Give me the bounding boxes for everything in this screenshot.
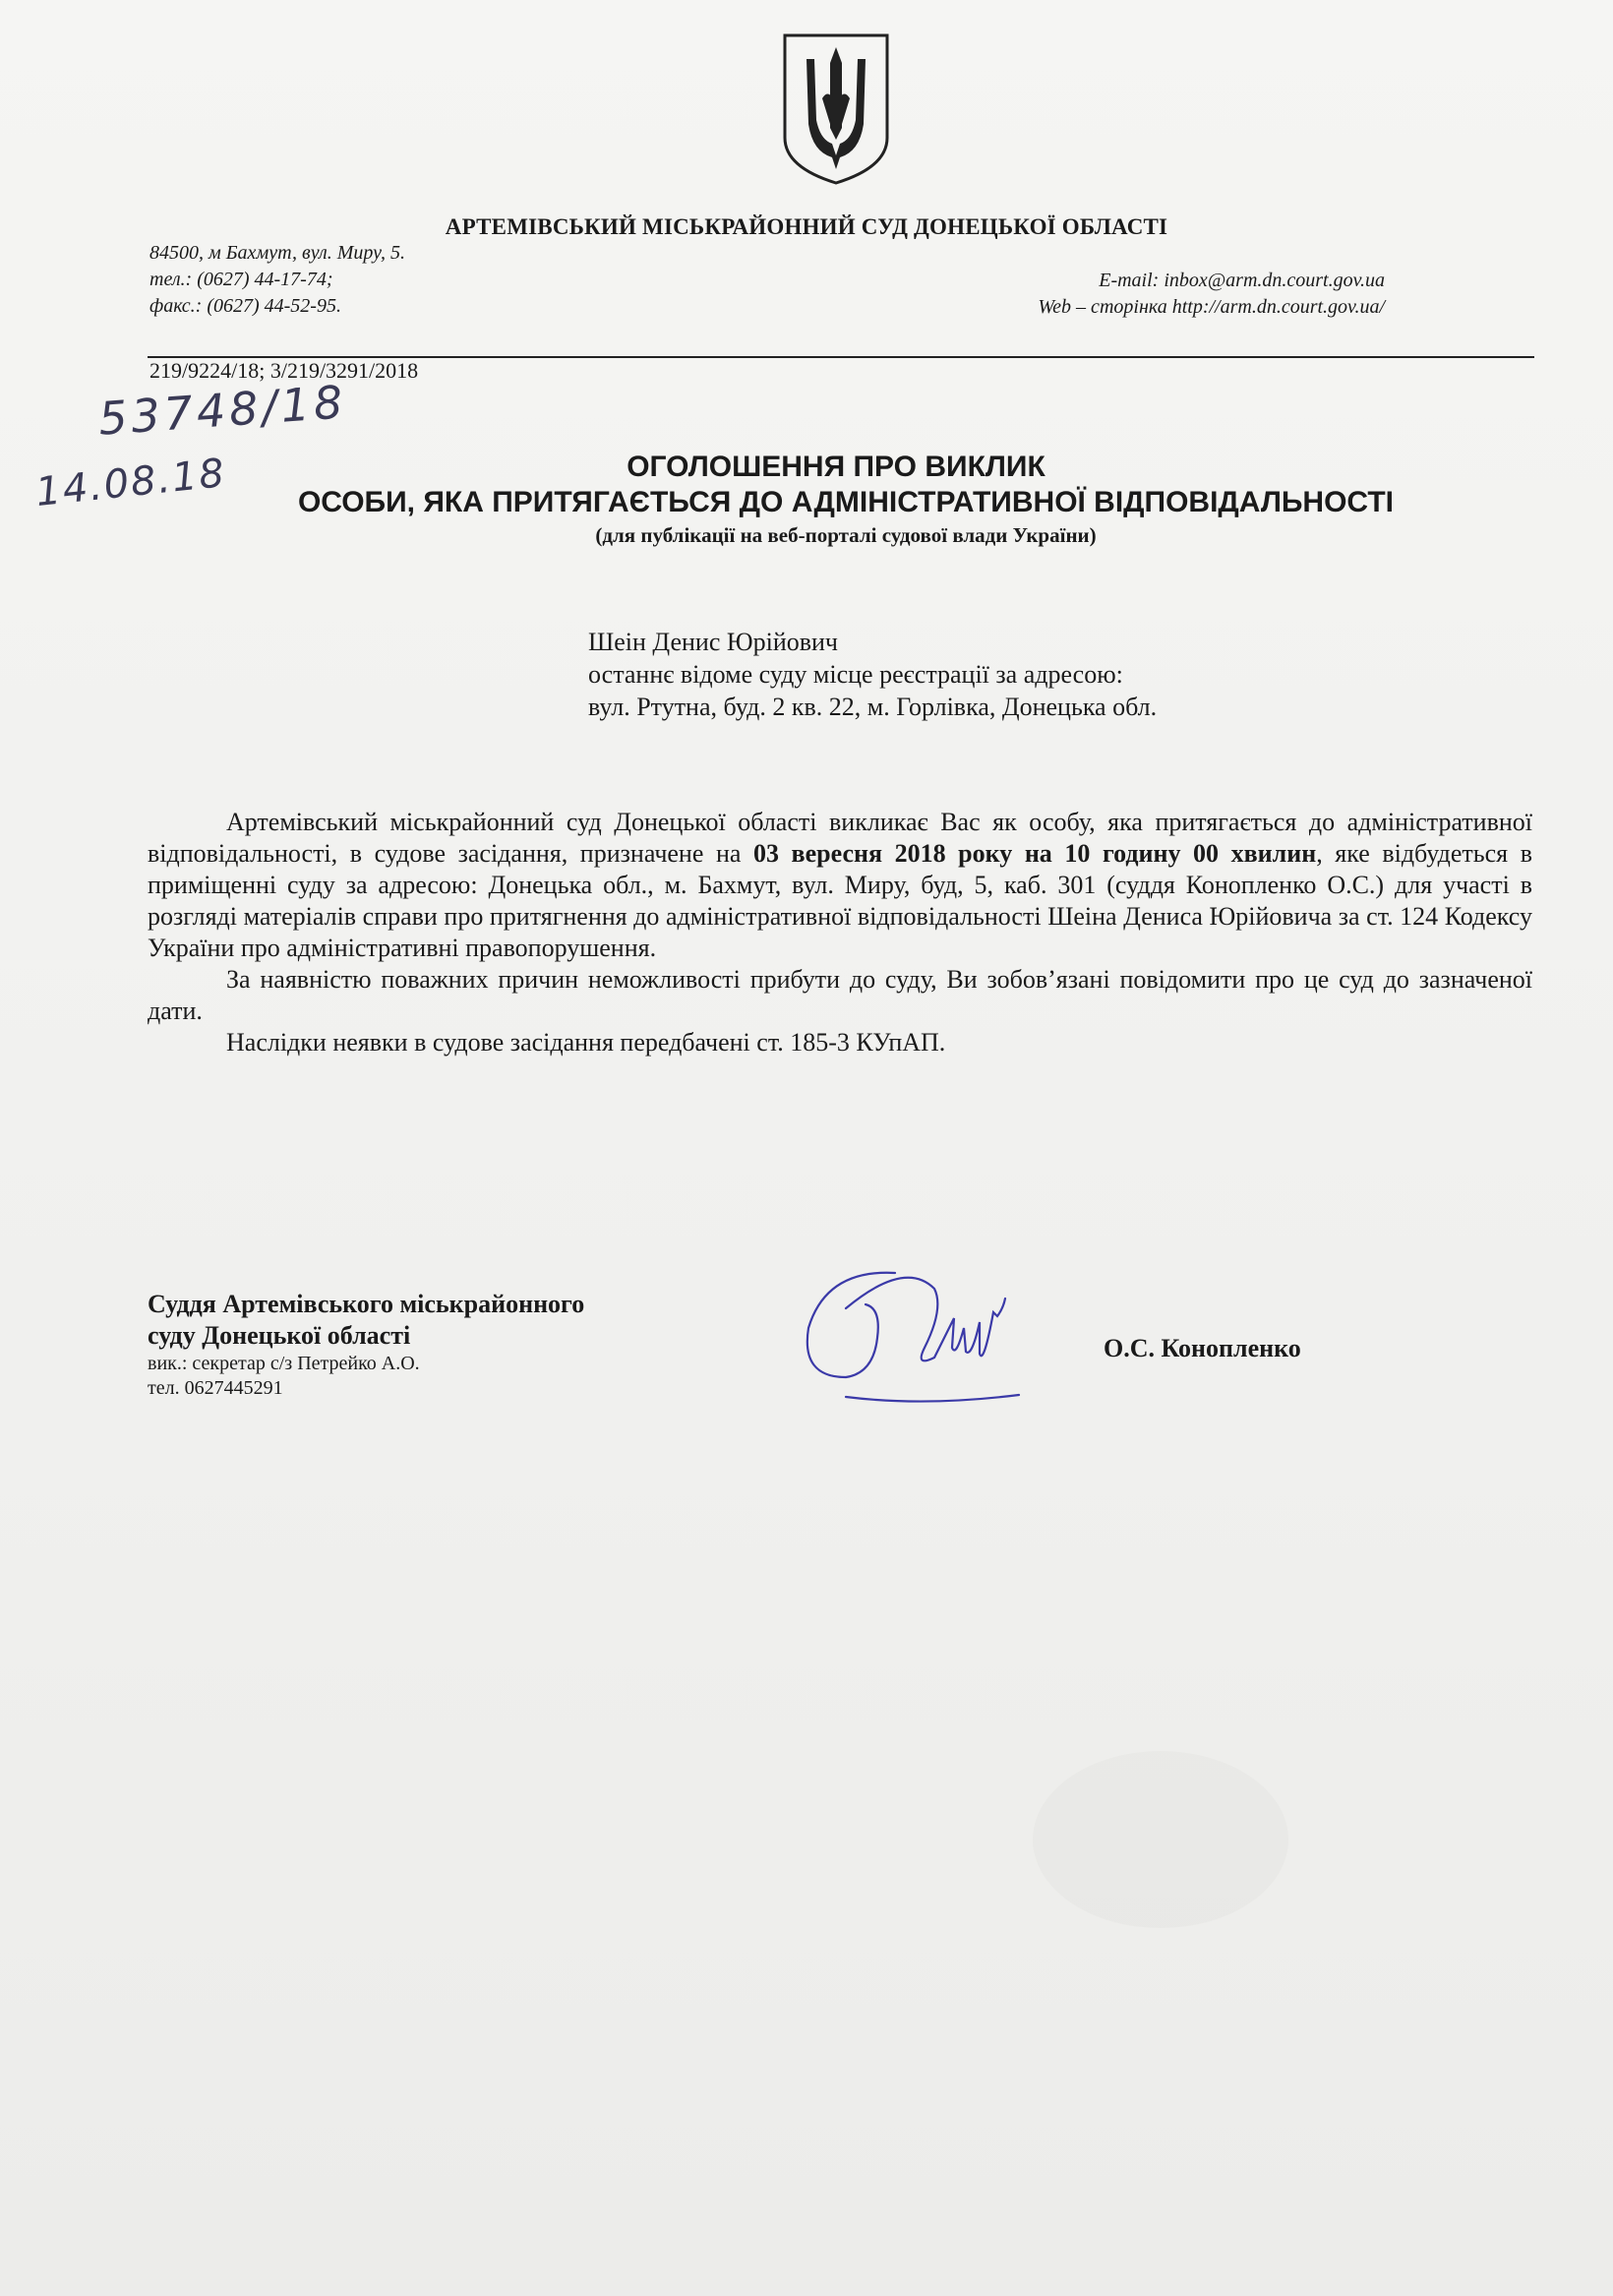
document-subtitle: (для публікації на веб-порталі судової влади України): [595, 523, 1097, 547]
document-title-line2: ОСОБИ, ЯКА ПРИТЯГАЄТЬСЯ ДО АДМІНІСТРАТИВНОЇ ВІДПОВІДАЛЬНОСТІ: [297, 486, 1395, 518]
handwritten-registration-number: 53748/18: [96, 375, 348, 446]
addressee-label: останнє відоме суду місце реєстрації за адресою:: [588, 660, 1123, 689]
addressee-name: Шеін Денис Юрійович: [588, 628, 838, 656]
body-paragraph: Наслідки неявки в судове засідання передбачені ст. 185-3 КУпАП.: [226, 1028, 946, 1057]
executor-phone: тел. 0627445291: [148, 1377, 283, 1399]
signatory-block: [148, 1289, 584, 1401]
signatory-title-line2: суду Донецької області: [148, 1321, 411, 1350]
court-address: 84500, м Бахмут, вул. Миру, 5.: [149, 242, 406, 264]
judge-name: О.С. Конопленко: [1104, 1334, 1301, 1362]
handwritten-date: 14.08.18: [33, 450, 228, 516]
document-title: ОГОЛОШЕННЯ ПРО ВИКЛИК: [627, 451, 1045, 483]
court-email: E-mail: inbox@arm.dn.court.gov.ua: [1099, 270, 1385, 291]
body-paragraph: За наявністю поважних причин неможливості прибути до суду, Ви зобов’язані повідомити про це суд до зазначеної дати.: [148, 965, 1532, 1025]
hearing-datetime: 03 вересня 2018 року на 10 годину 00 хвилин: [752, 839, 1317, 868]
addressee-block: [588, 626, 1157, 723]
paper-stain: [1033, 1751, 1288, 1928]
court-website: Web – сторінка http://arm.dn.court.gov.ua/: [1038, 296, 1385, 318]
court-name: АРТЕМІВСЬКИЙ МІСЬКРАЙОННИЙ СУД ДОНЕЦЬКОЇ ОБЛАСТІ: [445, 214, 1168, 239]
signatory-title: Суддя Артемівського міськрайонного: [148, 1290, 585, 1318]
court-phone: тел.: (0627) 44-17-74;: [149, 269, 333, 290]
executor-info: вик.: секретар с/з Петрейко А.О.: [148, 1353, 420, 1374]
body-text-segment: Артемівський міськрайонний суд Донецької області викликає Вас як особу, яка притягається до адміністративної відповідальності, в судове засідання, призначене на: [148, 808, 1532, 868]
handwritten-signature: [787, 1249, 1043, 1417]
coat-of-arms-icon: [777, 30, 895, 187]
court-contacts: [149, 240, 405, 320]
body-paragraph: [148, 807, 1532, 964]
notice-body: [148, 807, 1532, 1058]
case-reference: 219/9224/18; 3/219/3291/2018: [149, 358, 419, 383]
addressee-address: вул. Ртутна, буд. 2 кв. 22, м. Горлівка, Донецька обл.: [588, 693, 1158, 721]
body-text-segment: , яке відбудеться в приміщенні суду за адресою: Донецька обл., м. Бахмут, вул. Миру, буд, 5, каб. 301 (суддя Конопленко О.С.) для участі в розгляді матеріалів справи про притягнення до адміністративної відповідальності Шеіна Дениса Юрійовича за ст. 124 Кодексу України про адміністративні правопорушення.: [148, 839, 1532, 962]
court-online-contacts: [1038, 268, 1385, 321]
court-fax: факс.: (0627) 44-52-95.: [149, 295, 341, 317]
